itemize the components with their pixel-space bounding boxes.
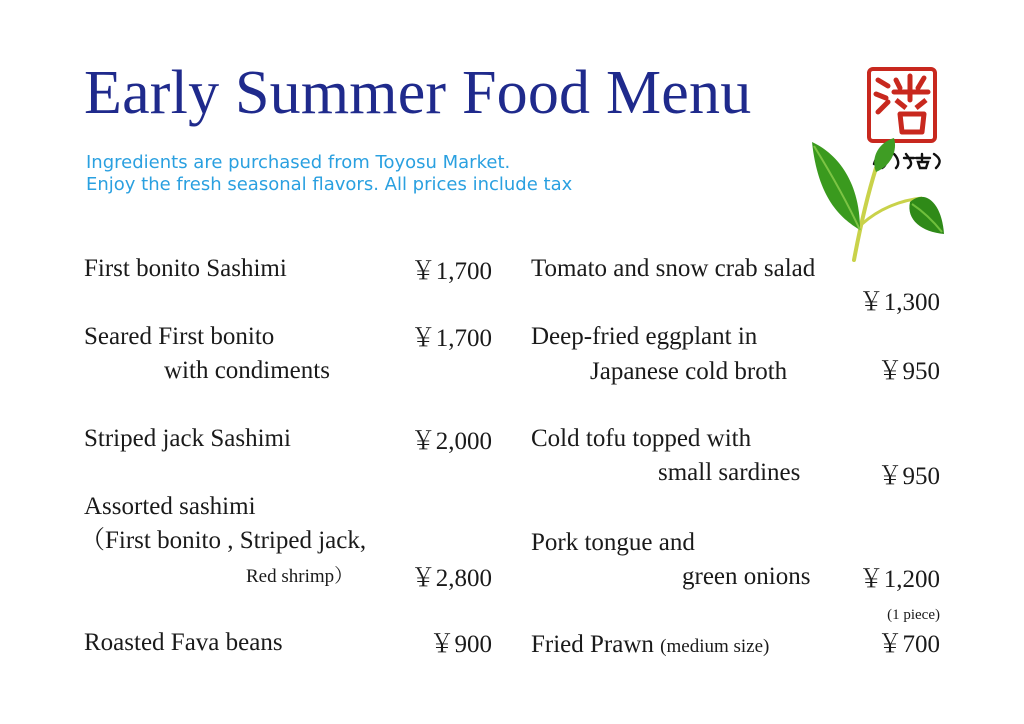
menu-item-price: ￥1,700 xyxy=(410,258,492,285)
menu-item-name: Deep-fried eggplant in xyxy=(531,323,758,350)
menu-item-price: ￥2,800 xyxy=(410,565,492,592)
menu-item-price: ￥1,200 xyxy=(858,566,940,593)
menu-item-name xyxy=(531,628,769,663)
menu-item-name: Roasted Fava beans xyxy=(84,629,283,656)
menu-item-name: Tomato and snow crab salad xyxy=(531,255,816,282)
menu-item-name-cont: （First bonito , Striped jack, xyxy=(80,527,367,554)
green-leaf-sprig-icon xyxy=(810,138,946,262)
menu-item-name-cont: green onions xyxy=(682,563,811,590)
menu-subtitle xyxy=(86,152,572,196)
menu-item-name: Seared First bonito xyxy=(84,323,275,350)
menu-item-price: ￥950 xyxy=(877,358,940,385)
menu-item-name: Pork tongue and xyxy=(531,529,695,556)
menu-item-name-cont: Japanese cold broth xyxy=(590,358,788,385)
menu-item-name: Striped jack Sashimi xyxy=(84,425,291,452)
menu-item-price: ￥2,000 xyxy=(410,428,492,455)
subtitle-line-2: Enjoy the fresh seasonal flavors. All prices include tax xyxy=(86,174,573,195)
menu-item-price: ￥900 xyxy=(429,631,492,658)
menu-item-name: Assorted sashimi xyxy=(84,493,256,520)
menu-title: Early Summer Food Menu xyxy=(84,59,752,127)
menu-item-name-cont: Red shrimp） xyxy=(246,566,354,587)
menu-item-size: (medium size) xyxy=(660,636,770,657)
subtitle-line-1: Ingredients are purchased from Toyosu Market. xyxy=(86,152,511,173)
menu-item-price: ￥950 xyxy=(877,463,940,490)
menu-item-name-text: Fried Prawn xyxy=(531,631,654,658)
menu-item-name-cont: small sardines xyxy=(658,459,801,486)
menu-item-price: ￥1,300 xyxy=(858,289,940,316)
menu-item-name: Cold tofu topped with xyxy=(531,425,752,452)
menu-item-name: First bonito Sashimi xyxy=(84,255,287,282)
menu-item-name-cont: with condiments xyxy=(164,357,330,384)
menu-item-price: ￥700 xyxy=(877,631,940,658)
menu-item-note: (1 piece) xyxy=(887,607,940,623)
menu-item-price: ￥1,700 xyxy=(410,325,492,352)
red-seal-stamp-icon xyxy=(866,66,938,144)
